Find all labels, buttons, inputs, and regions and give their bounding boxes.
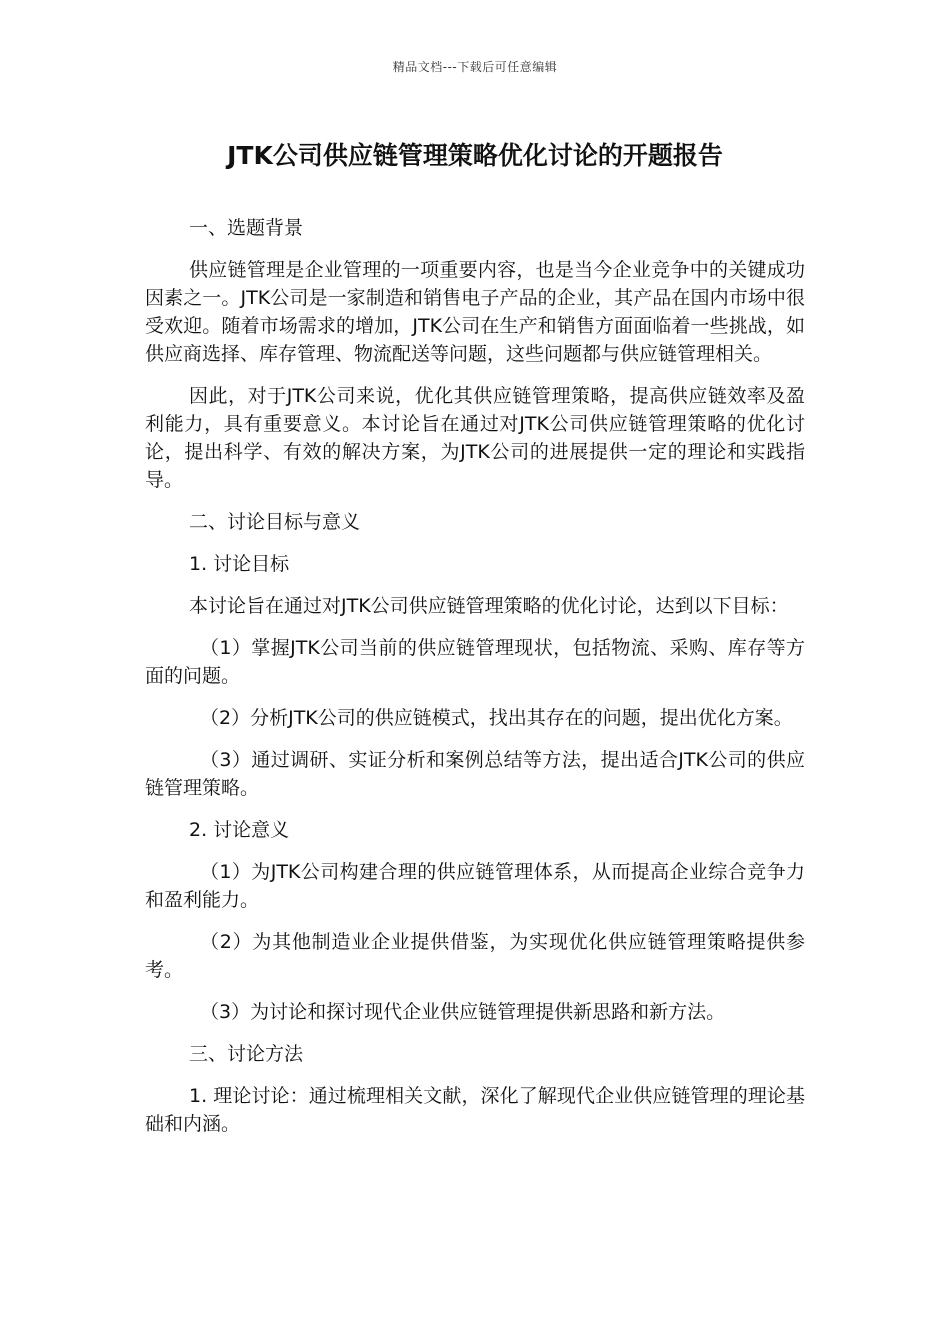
paragraph-method-1: 1. 理论讨论：通过梳理相关文献，深化了解现代企业供应链管理的理论基础和内涵。: [145, 1085, 805, 1135]
paragraph-background-1: 供应链管理是企业管理的一项重要内容，也是当今企业竞争中的关键成功因素之一。JTK公司是一家制造和销售电子产品的企业，其产品在国内市场中很受欢迎。随着市场需求的增加，JTK公司在生产和销售方面面临着一些挑战，如供应商选择、库存管理、物流配送等问题，这些问题都与供应链管理相关。: [145, 259, 805, 365]
subheading-goals: 1. 讨论目标: [189, 553, 290, 575]
subheading-significance: 2. 讨论意义: [189, 819, 290, 841]
significance-item-2: （2）为其他制造业企业提供借鉴，为实现优化供应链管理策略提供参考。: [145, 931, 805, 981]
section-heading-goals: 二、讨论目标与意义: [189, 511, 361, 533]
section-heading-background: 一、选题背景: [189, 217, 304, 239]
significance-item-3: （3）为讨论和探讨现代企业供应链管理提供新思路和新方法。: [200, 1001, 726, 1023]
document-body: [145, 214, 805, 1152]
header-note: 精品文档---下载后可任意编辑: [392, 60, 558, 74]
goal-item-1: （1）掌握JTK公司当前的供应链管理现状，包括物流、采购、库存等方面的问题。: [145, 637, 805, 687]
goal-item-2: （2）分析JTK公司的供应链模式，找出其存在的问题，提出优化方案。: [200, 707, 793, 729]
section-heading-methods: 三、讨论方法: [189, 1043, 304, 1065]
paragraph-goals-intro: 本讨论旨在通过对JTK公司供应链管理策略的优化讨论，达到以下目标：: [189, 595, 789, 617]
goal-item-3: （3）通过调研、实证分析和案例总结等方法，提出适合JTK公司的供应链管理策略。: [145, 749, 805, 799]
significance-item-1: （1）为JTK公司构建合理的供应链管理体系，从而提高企业综合竞争力和盈利能力。: [145, 861, 805, 911]
document-title: JTK公司供应链管理策略优化讨论的开题报告: [227, 141, 723, 170]
paragraph-background-2: 因此，对于JTK公司来说，优化其供应链管理策略，提高供应链效率及盈利能力，具有重要意义。本讨论旨在通过对JTK公司供应链管理策略的优化讨论，提出科学、有效的解决方案，为JTK公司的进展提供一定的理论和实践指导。: [145, 385, 805, 491]
